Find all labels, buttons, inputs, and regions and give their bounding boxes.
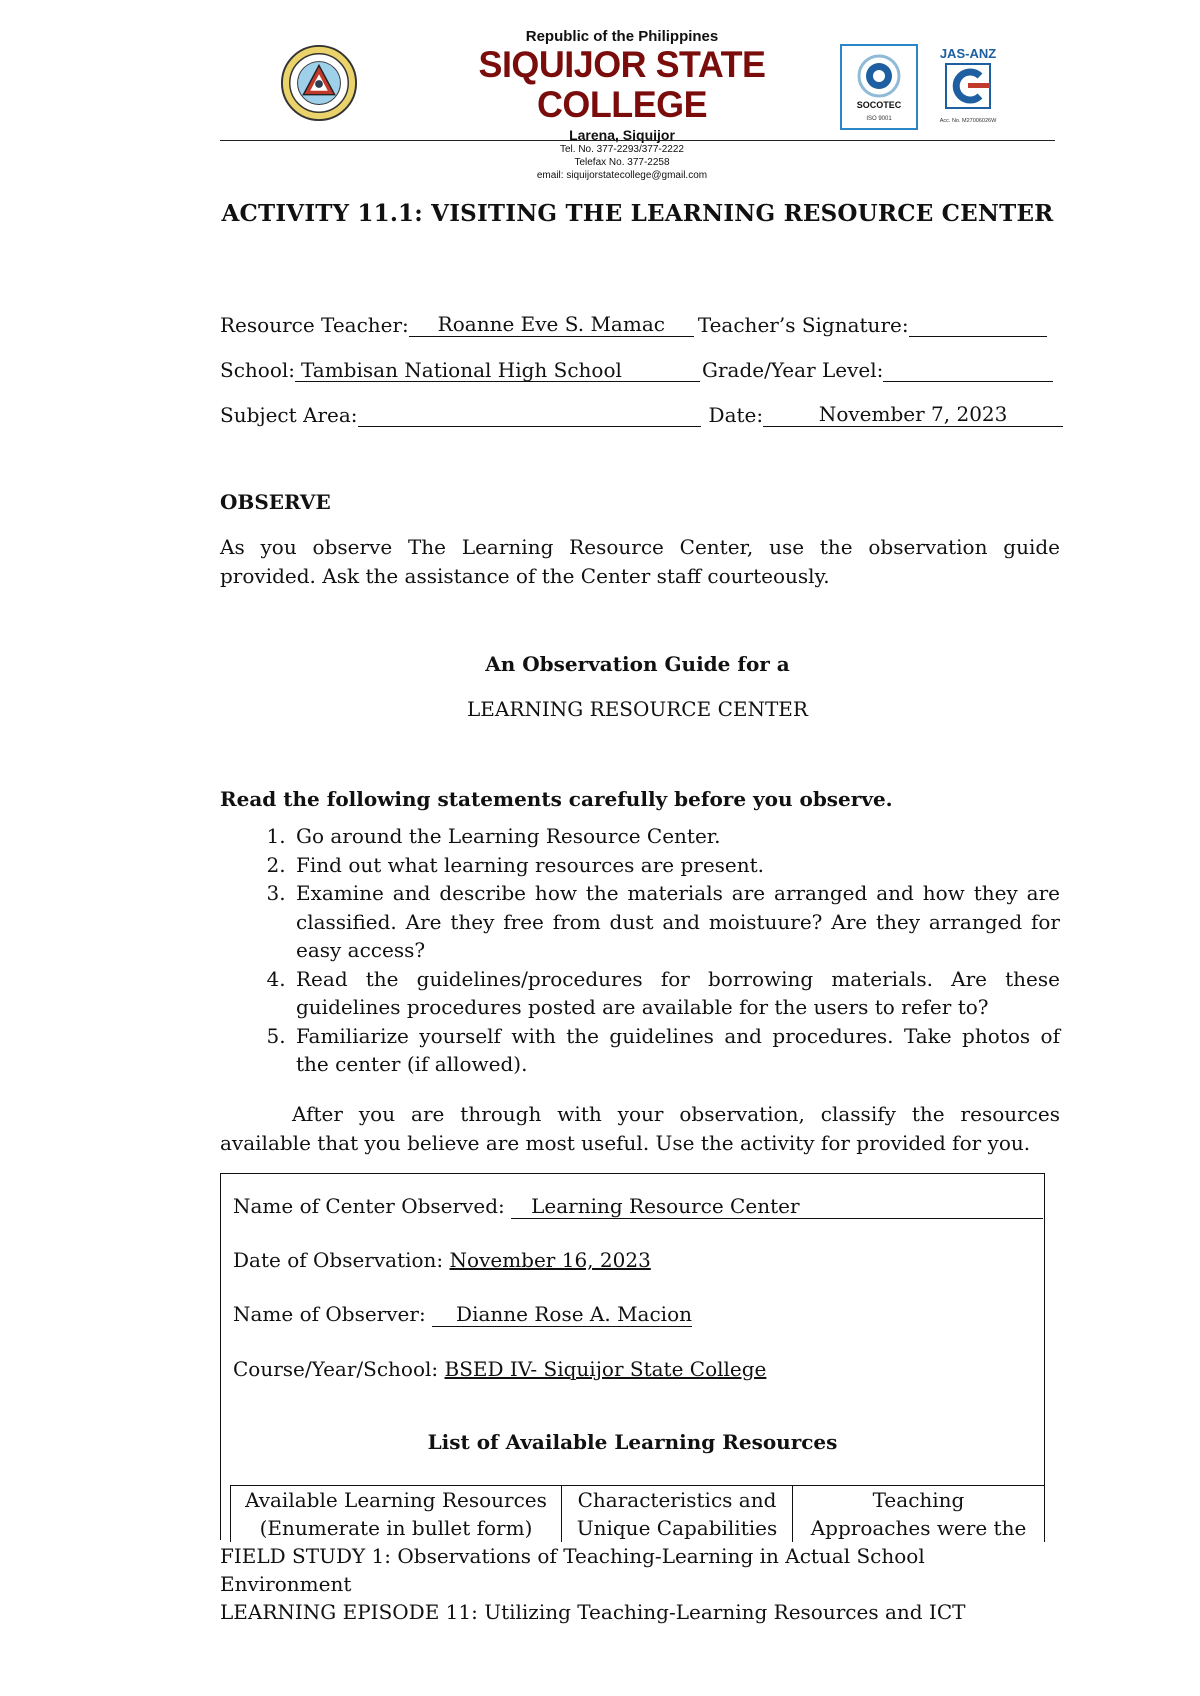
observer-label: Name of Observer: — [233, 1302, 426, 1326]
header-line: Teaching — [872, 1488, 965, 1512]
socotec-badge — [840, 44, 918, 130]
socotec-label: SOCOTEC — [856, 100, 902, 110]
republic-line: Republic of the Philippines — [525, 28, 719, 45]
activity-title: ACTIVITY 11.1: VISITING THE LEARNING RESOURCE CENTER — [221, 200, 1054, 227]
resources-list-title: List of Available Learning Resources — [427, 1430, 838, 1454]
info-row-school — [220, 357, 1060, 385]
footer-line-2: Environment — [220, 1572, 352, 1596]
header-line: Characteristics and — [577, 1488, 777, 1512]
list-item: 3. Examine and describe how the materials are arranged and how they are classified. Are they free from dust and moistuure? Are they arranged for easy access? — [292, 879, 1060, 965]
jas-anz-badge — [928, 44, 1008, 130]
header-line: (Enumerate in bullet form) — [259, 1516, 533, 1540]
center-observed-row — [233, 1194, 1043, 1222]
college-town: Larena, Siquijor — [569, 127, 675, 143]
table-header-cell — [231, 1486, 562, 1543]
header-line: Approaches were the — [810, 1516, 1027, 1540]
guide-title-1: An Observation Guide for a — [485, 652, 790, 676]
info-row-subject — [220, 402, 1060, 430]
college-name: SIQUIJOR STATE COLLEGE — [478, 44, 766, 125]
jas-anz-sub: Acc. No. M27006026W — [939, 118, 997, 124]
footer-line-1: FIELD STUDY 1: Observations of Teaching-Learning in Actual School — [220, 1544, 925, 1568]
header-line: Unique Capabilities — [576, 1516, 778, 1540]
college-email: email: siquijorstatecollege@gmail.com — [536, 170, 708, 181]
course-value: BSED IV- Siquijor State College — [444, 1357, 767, 1381]
socotec-logo-icon — [842, 46, 916, 128]
list-item: 1. Go around the Learning Resource Center. — [292, 822, 1060, 851]
observer-row — [233, 1302, 692, 1330]
grade-blank — [883, 357, 1053, 382]
school-label: School: — [220, 358, 295, 382]
observer-value: Dianne Rose A. Macion — [432, 1302, 692, 1327]
observation-date-row — [233, 1248, 651, 1276]
resource-teacher-value: Roanne Eve S. Mamac — [409, 312, 694, 337]
list-item: 4. Read the guidelines/procedures for borrowing materials. Are these guidelines procedures posted are available for the users to refer to? — [292, 965, 1060, 1022]
footer-line-3: LEARNING EPISODE 11: Utilizing Teaching-Learning Resources and ICT — [220, 1600, 966, 1624]
page-footer — [220, 1542, 980, 1626]
after-observation-text: After you are through with your observation, classify the resources available that you believe are most useful. Use the activity for provided for you. — [220, 1102, 1060, 1155]
course-label: Course/Year/School: — [233, 1357, 439, 1381]
observe-heading: OBSERVE — [220, 490, 331, 514]
resources-table — [230, 1485, 1045, 1542]
instruction-list — [220, 822, 1060, 1079]
date-label: Date: — [708, 403, 764, 427]
list-item: 5. Familiarize yourself with the guidelines and procedures. Take photos of the center (if allowed). — [292, 1022, 1060, 1079]
observe-text: As you observe The Learning Resource Center, use the observation guide provided. Ask the assistance of the Center staff courteously. — [220, 535, 1060, 588]
subject-label: Subject Area: — [220, 403, 358, 427]
course-row — [233, 1357, 766, 1385]
center-observed-value: Learning Resource Center — [511, 1194, 1043, 1219]
college-seal-icon — [280, 44, 358, 122]
socotec-sub: ISO 9001 — [866, 116, 892, 122]
jas-anz-logo-icon — [928, 44, 1008, 130]
header-line: Available Learning Resources — [245, 1488, 547, 1512]
table-header-cell — [562, 1486, 793, 1543]
guide-title-2 — [220, 697, 1055, 721]
subject-blank — [358, 402, 701, 427]
info-row-teacher — [220, 312, 1060, 340]
table-header-row — [231, 1486, 1045, 1543]
college-telefax: Telefax No. 377-2258 — [574, 157, 670, 168]
observation-form-box — [220, 1173, 1045, 1540]
letterhead-text — [382, 28, 862, 182]
observation-date-value: November 16, 2023 — [449, 1248, 651, 1272]
signature-blank — [909, 312, 1047, 337]
observation-date-label: Date of Observation: — [233, 1248, 444, 1272]
letterhead — [220, 28, 1055, 181]
school-value: Tambisan National High School — [295, 358, 700, 382]
list-item: 2. Find out what learning resources are present. — [292, 851, 1060, 880]
read-heading: Read the following statements carefully before you observe. — [220, 787, 893, 811]
jas-anz-label: JAS-ANZ — [939, 46, 997, 61]
resource-teacher-label: Resource Teacher: — [220, 313, 409, 337]
signature-label: Teacher’s Signature: — [697, 313, 909, 337]
table-header-cell — [793, 1486, 1045, 1543]
college-tel: Tel. No. 377-2293/377-2222 — [560, 144, 684, 155]
guide-title-2-text: LEARNING RESOURCE CENTER — [467, 697, 808, 721]
date-value: November 7, 2023 — [763, 402, 1063, 427]
header-divider — [220, 140, 1055, 141]
grade-label: Grade/Year Level: — [702, 358, 884, 382]
center-observed-label: Name of Center Observed: — [233, 1194, 505, 1218]
